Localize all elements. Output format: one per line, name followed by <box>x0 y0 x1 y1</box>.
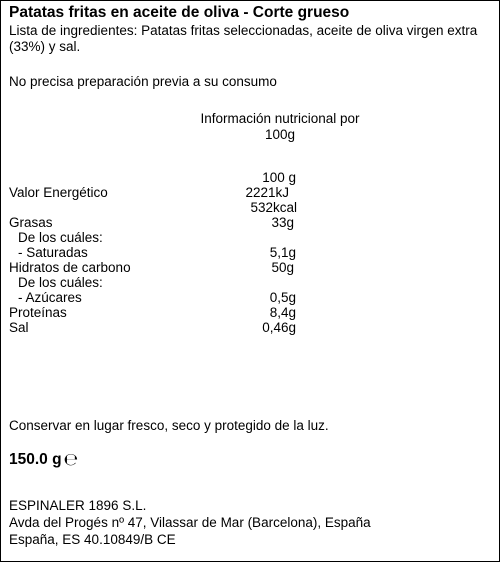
nutrient-name: Grasas <box>9 215 53 230</box>
nutrition-row <box>1 230 500 246</box>
nutrient-name: Sal <box>9 320 29 335</box>
company-registry: España, ES 40.10849/B CE <box>9 532 176 547</box>
nutrition-header: Información nutricional por 100g <box>200 111 360 142</box>
nutrient-value: 50g <box>271 260 294 275</box>
nutrient-value: 532kcal <box>250 200 297 215</box>
company-address: Avda del Progés nº 47, Vilassar de Mar (Barcelona), España <box>9 515 371 530</box>
nutrient-name: De los cuáles: <box>18 230 103 245</box>
estimated-sign-icon: ℮ <box>63 450 79 470</box>
nutrition-row <box>1 200 500 216</box>
nutrition-column-header: 100 g <box>262 170 296 185</box>
nutrient-name: - Azúcares <box>18 290 82 305</box>
nutrient-value: 5,1g <box>269 245 296 260</box>
nutrient-value: 0,46g <box>262 320 296 335</box>
storage-instructions: Conservar en lugar fresco, seco y protegido de la luz. <box>9 418 329 433</box>
nutrient-name: De los cuáles: <box>18 275 103 290</box>
nutrient-value: 0,5g <box>269 290 296 305</box>
nutrition-row <box>1 260 500 276</box>
nutrient-value: 2221kJ <box>245 185 289 200</box>
nutrition-row <box>1 275 500 291</box>
nutrition-row <box>1 215 500 231</box>
nutrient-name: Proteínas <box>9 305 67 320</box>
nutrient-value: 33g <box>271 215 294 230</box>
nutrient-name: - Saturadas <box>18 245 88 260</box>
company-name: ESPINALER 1896 S.L. <box>9 498 147 513</box>
nutrient-name: Valor Energético <box>9 185 108 200</box>
product-title: Patatas fritas en aceite de oliva - Corte grueso <box>9 4 350 21</box>
net-weight-value: 150.0 g <box>9 451 62 468</box>
nutrition-row <box>1 185 500 201</box>
nutrition-row <box>1 320 500 336</box>
nutrition-row <box>1 245 500 261</box>
nutrient-value: 8,4g <box>269 305 296 320</box>
preparation-note: No precisa preparación previa a su consumo <box>9 74 277 89</box>
nutrient-name: Hidratos de carbono <box>9 260 131 275</box>
net-weight <box>9 451 78 469</box>
nutrition-column-header-row <box>1 170 500 186</box>
ingredients-list: Lista de ingredientes: Patatas fritas seleccionadas, aceite de oliva virgen extra (33%) y sal. <box>9 23 478 54</box>
nutrition-row <box>1 290 500 306</box>
nutrition-row <box>1 305 500 321</box>
